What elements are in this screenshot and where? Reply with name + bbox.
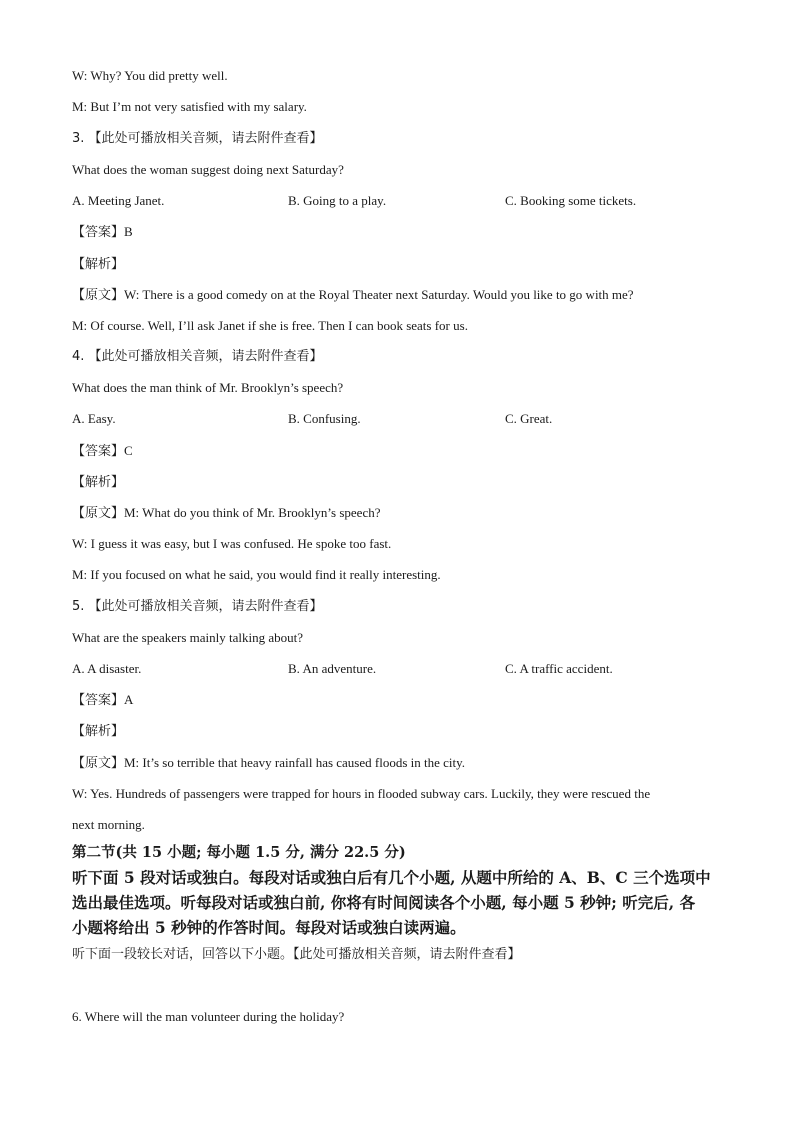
q5-question: What are the speakers mainly talking about?: [72, 630, 304, 645]
q6-question: 6. Where will the man volunteer during the holiday?: [72, 1009, 345, 1024]
q5-transcript-line: next morning.: [72, 817, 145, 832]
q4-option-b: B. Confusing.: [288, 411, 361, 426]
q4-option-a: A. Easy.: [72, 411, 116, 426]
q5-transcript-line: 【原文】M: It’s so terrible that heavy rainfall has caused floods in the city.: [72, 755, 466, 770]
q4-analysis-label: 【解析】: [72, 474, 125, 489]
q3-header: 3. 【此处可播放相关音频，请去附件查看】: [72, 131, 323, 146]
section-instructions-line: 选出最佳选项。听每段对话或独白前, 你将有时间阅读各个小题, 每小题 5 秒钟; 听完后, 各: [72, 893, 696, 912]
q3-question: What does the woman suggest doing next Saturday?: [72, 162, 344, 177]
q4-question: What does the man think of Mr. Brooklyn’s speech?: [72, 380, 344, 395]
q3-option-a: A. Meeting Janet.: [72, 193, 165, 208]
section-instructions-line: 小题将给出 5 秒钟的作答时间。每段对话或独白读两遍。: [72, 918, 466, 937]
q3-answer: 【答案】B: [72, 224, 133, 239]
dialogue-line: W: Why? You did pretty well.: [72, 68, 228, 83]
q5-option-c: C. A traffic accident.: [505, 661, 613, 676]
q5-option-b: B. An adventure.: [288, 661, 377, 676]
q3-transcript-line: M: Of course. Well, I’ll ask Janet if she is free. Then I can book seats for us.: [72, 318, 468, 333]
q3-option-c: C. Booking some tickets.: [505, 193, 637, 208]
q3-transcript-line: 【原文】W: There is a good comedy on at the Royal Theater next Saturday. Would you like to go with me?: [72, 287, 634, 302]
dialogue-line: M: But I’m not very satisfied with my salary.: [72, 99, 307, 114]
q5-transcript-line: W: Yes. Hundreds of passengers were trapped for hours in flooded subway cars. Luckily, they were rescued the: [72, 786, 651, 801]
q3-option-b: B. Going to a play.: [288, 193, 387, 208]
q3-analysis-label: 【解析】: [72, 256, 125, 271]
q4-transcript-line: 【原文】M: What do you think of Mr. Brooklyn’s speech?: [72, 505, 381, 520]
q5-option-a: A. A disaster.: [72, 661, 142, 676]
q4-transcript-line: M: If you focused on what he said, you would find it really interesting.: [72, 567, 441, 582]
q4-header: 4. 【此处可播放相关音频，请去附件查看】: [72, 349, 323, 364]
section-instructions-line: 听下面 5 段对话或独白。每段对话或独白后有几个小题, 从题中所给的 A、B、C 三个选项中: [72, 868, 711, 887]
q4-transcript-line: W: I guess it was easy, but I was confused. He spoke too fast.: [72, 536, 392, 551]
section-prompt: 听下面一段较长对话，回答以下小题。【此处可播放相关音频，请去附件查看】: [72, 947, 521, 962]
q5-answer: 【答案】A: [72, 692, 134, 707]
q5-analysis-label: 【解析】: [72, 723, 125, 738]
q4-answer: 【答案】C: [72, 443, 133, 458]
section-title: 第二节(共 15 小题; 每小题 1.5 分, 满分 22.5 分): [72, 844, 406, 861]
q5-header: 5. 【此处可播放相关音频，请去附件查看】: [72, 599, 323, 614]
q4-option-c: C. Great.: [505, 411, 553, 426]
